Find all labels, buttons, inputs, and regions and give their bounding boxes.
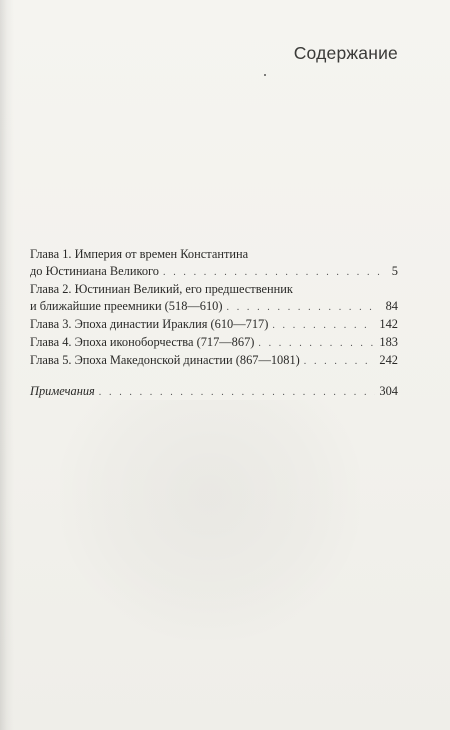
toc-page-number: 304 — [379, 384, 398, 398]
toc-entry-title-line: Глава 5. Эпоха Македонской династии (867—1081) — [30, 353, 300, 367]
dot-leader — [227, 299, 381, 316]
print-speck — [264, 74, 266, 76]
dot-leader — [99, 384, 376, 401]
toc-entry-title-line: Глава 3. Эпоха династии Ираклия (610—717) — [30, 317, 269, 331]
dot-leader — [163, 264, 380, 281]
dot-leader — [258, 335, 375, 352]
reverse-side-bleed-through — [60, 400, 360, 640]
toc-entry-title-line: Глава 2. Юстиниан Великий, его предшественник — [30, 282, 293, 296]
toc-page-number: 183 — [379, 335, 398, 349]
toc-page-number: 5 — [391, 264, 398, 278]
dot-leader — [272, 317, 375, 334]
table-of-contents — [30, 246, 398, 401]
section-spacer — [30, 370, 398, 383]
toc-page-number: 242 — [379, 353, 398, 367]
toc-entry-chapter-5[interactable] — [30, 352, 398, 370]
toc-entry-chapter-4[interactable] — [30, 334, 398, 352]
toc-entry-title-line: Глава 4. Эпоха иконоборчества (717—867) — [30, 335, 255, 349]
toc-page-number: 142 — [379, 317, 398, 331]
toc-entry-chapter-2[interactable] — [30, 281, 398, 316]
toc-entry-chapter-3[interactable] — [30, 316, 398, 334]
dot-leader — [304, 353, 376, 370]
toc-entry-notes[interactable] — [30, 383, 398, 401]
toc-entry-title-line: Примечания — [30, 384, 95, 398]
toc-page-number: 84 — [385, 299, 398, 313]
toc-entry-title-line: до Юстиниана Великого — [30, 264, 159, 278]
toc-entry-title-line: Глава 1. Империя от времен Константина — [30, 247, 249, 261]
toc-entry-chapter-1[interactable] — [30, 246, 398, 281]
page-title: Содержание — [293, 43, 398, 63]
page-gutter-shadow — [0, 0, 14, 730]
toc-entry-title-line: и ближайшие преемники (518—610) — [30, 299, 223, 313]
